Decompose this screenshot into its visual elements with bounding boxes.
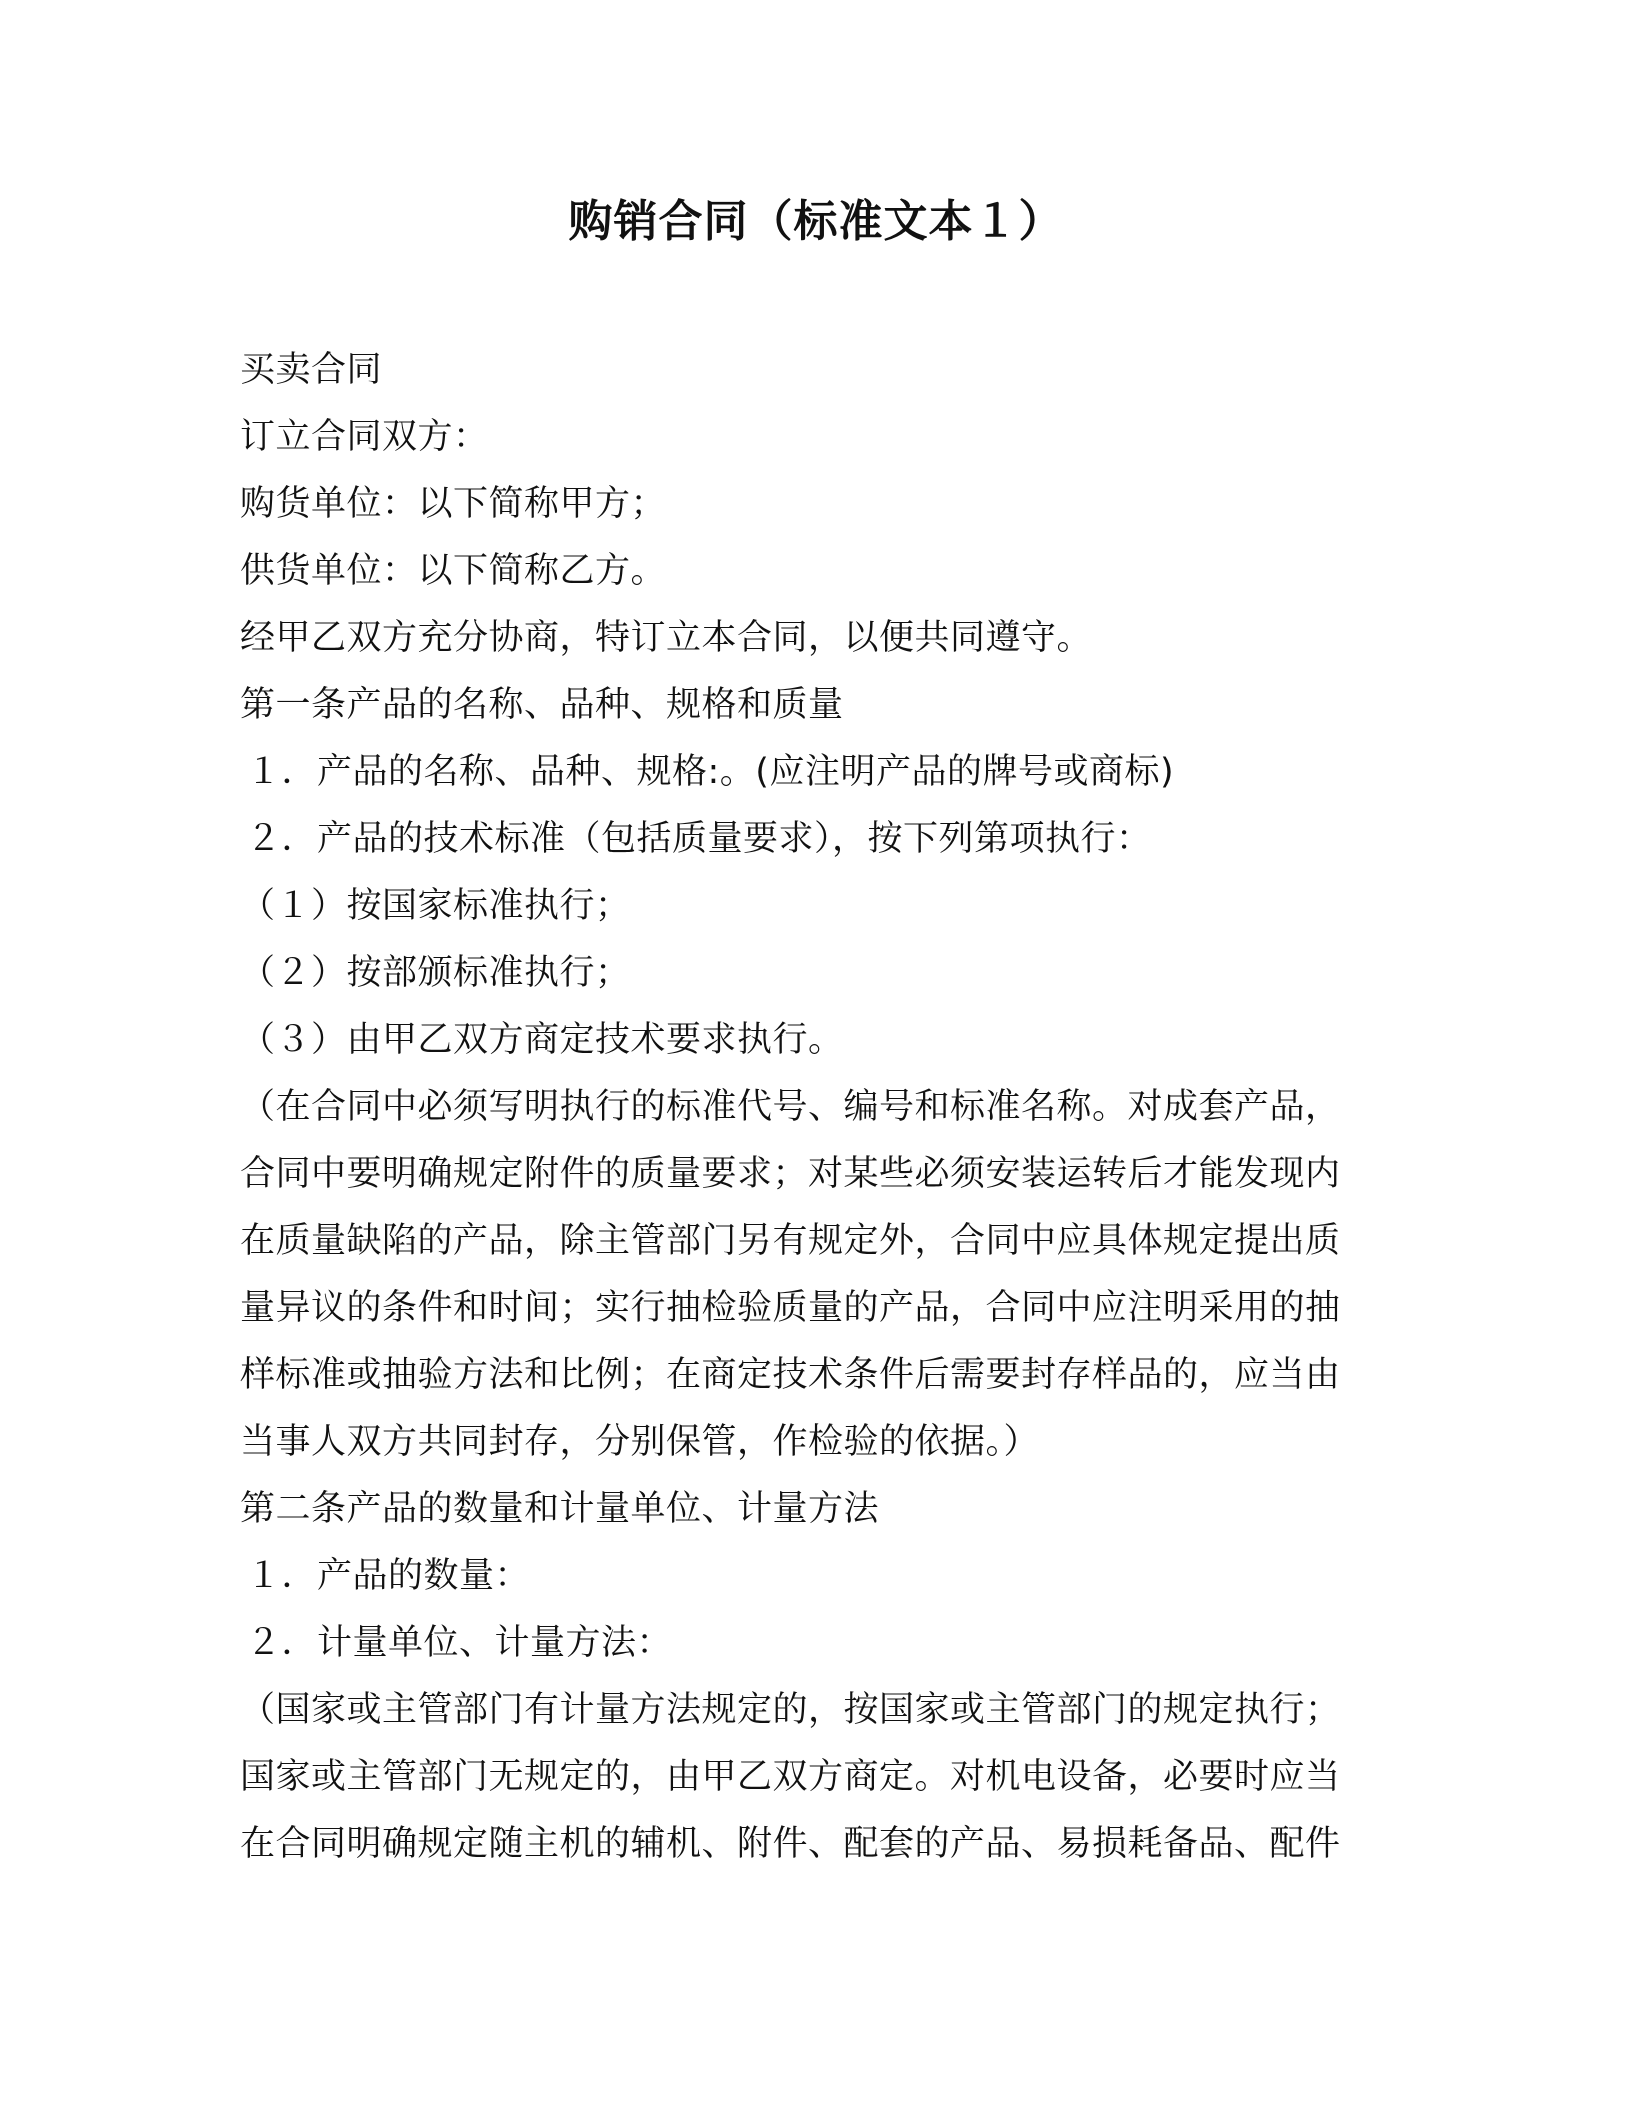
article-heading: 第二条产品的数量和计量单位、计量方法 (240, 1489, 880, 1529)
body-line: （２）按部颁标准执行； (240, 953, 631, 993)
body-line: 量异议的条件和时间；实行抽检验质量的产品，合同中应注明采用的抽 (240, 1288, 1341, 1328)
body-line: 当事人双方共同封存，分别保管，作检验的依据。） (240, 1422, 1040, 1462)
document-body (240, 337, 1400, 1878)
body-line: 国家或主管部门无规定的，由甲乙双方商定。对机电设备，必要时应当 (240, 1757, 1341, 1797)
body-line: 合同中要明确规定附件的质量要求；对某些必须安装运转后才能发现内 (240, 1154, 1341, 1194)
body-line: （在合同中必须写明执行的标准代号、编号和标准名称。对成套产品， (240, 1087, 1341, 1127)
body-line: 在合同明确规定随主机的辅机、附件、配套的产品、易损耗备品、配件 (240, 1824, 1341, 1864)
body-line: （国家或主管部门有计量方法规定的，按国家或主管部门的规定执行； (240, 1690, 1341, 1730)
body-line: １．产品的数量： (246, 1556, 531, 1596)
body-line: １．产品的名称、品种、规格:。(应注明产品的牌号或商标) (246, 752, 1175, 792)
body-line: （３）由甲乙双方商定技术要求执行。 (240, 1020, 844, 1060)
body-line: 样标准或抽验方法和比例；在商定技术条件后需要封存样品的，应当由 (240, 1355, 1341, 1395)
body-line: （１）按国家标准执行； (240, 886, 631, 926)
body-line: ２．产品的技术标准（包括质量要求），按下列第项执行： (246, 819, 1152, 859)
body-line: 经甲乙双方充分协商，特订立本合同，以便共同遵守。 (240, 618, 1093, 658)
article-heading: 第一条产品的名称、品种、规格和质量 (240, 685, 844, 725)
body-line: 供货单位：以下简称乙方。 (240, 551, 667, 591)
body-line: 订立合同双方： (240, 417, 489, 457)
body-line: 在质量缺陷的产品，除主管部门另有规定外，合同中应具体规定提出质 (240, 1221, 1341, 1261)
document-title: 购销合同（标准文本１） (568, 196, 1064, 247)
body-line: ２．计量单位、计量方法： (246, 1623, 673, 1663)
body-line: 购货单位：以下简称甲方； (240, 484, 667, 524)
body-line: 买卖合同 (240, 350, 383, 390)
